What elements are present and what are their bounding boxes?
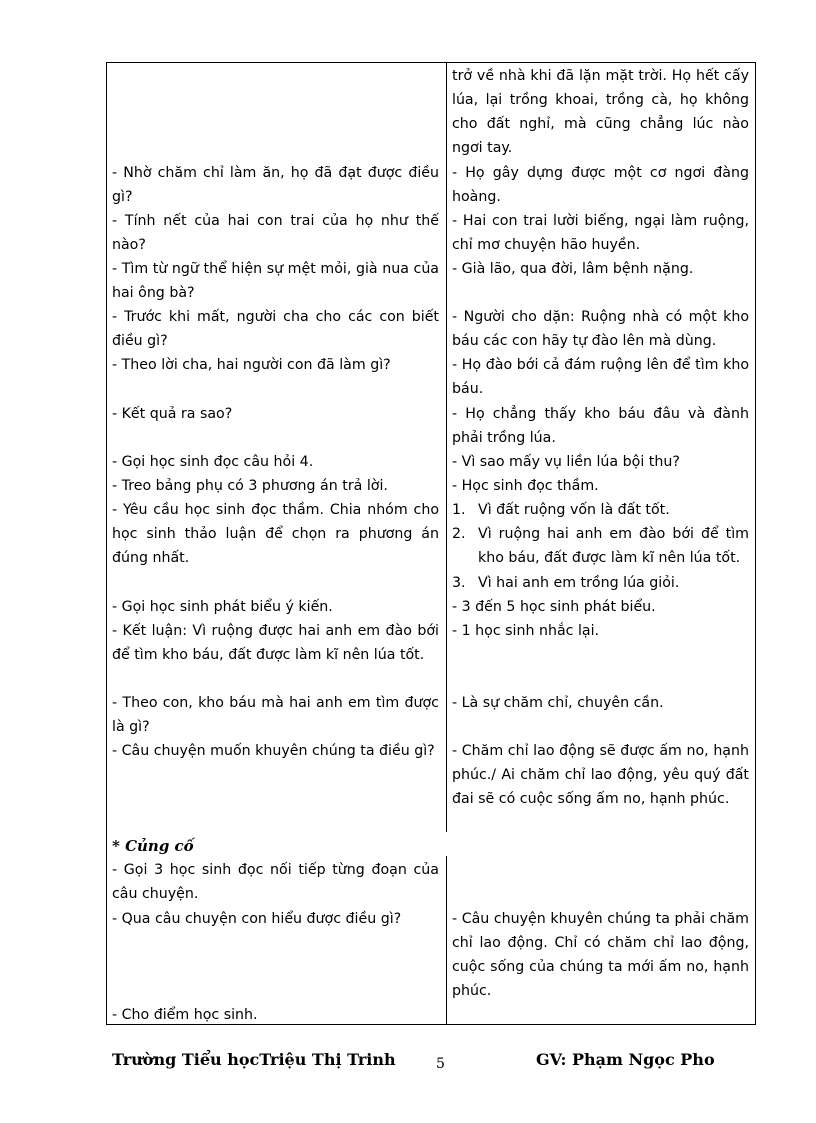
left-item: - Kết quả ra sao? — [112, 406, 233, 422]
right-item: - Là sự chăm chỉ, chuyên cần. — [452, 695, 664, 711]
answer-option — [452, 571, 749, 595]
right-item: - Người cho dặn: Ruộng nhà có một kho báu các con hãy tự đào lên mà dùng. — [452, 309, 749, 349]
right-item: - Vì sao mấy vụ liền lúa bội thu? — [452, 454, 680, 470]
right-item: - Hai con trai lười biếng, ngại làm ruộng, chỉ mơ chuyện hão huyền. — [452, 213, 749, 253]
right-item: - Chăm chỉ lao động sẽ được ấm no, hạnh phúc./ Ai chăm chỉ lao động, yêu quý đất đai sẽ có cuộc sống ấm no, hạnh phúc. — [452, 743, 749, 807]
option-text: Vì ruộng hai anh em đào bới để tìm kho báu, đất được làm kĩ nên lúa tốt. — [478, 526, 749, 566]
section-heading-cung-co: * Củng cố — [112, 837, 194, 855]
footer-school: Trường Tiểu họcTriệu Thị Trinh — [112, 1050, 396, 1069]
right-item: - 3 đến 5 học sinh phát biểu. — [452, 599, 656, 615]
column-divider — [446, 62, 447, 832]
left-item: - Cho điểm học sinh. — [112, 1007, 258, 1023]
right-item: - Họ đào bới cả đám ruộng lên để tìm kho báu. — [452, 357, 749, 397]
left-item: - Kết luận: Vì ruộng được hai anh em đào bới để tìm kho báu, đất được làm kĩ nên lúa tốt. — [112, 623, 439, 663]
option-number: 2. — [452, 526, 466, 542]
left-item: - Trước khi mất, người cha cho các con biết điều gì? — [112, 309, 439, 349]
footer-teacher: GV: Phạm Ngọc Pho — [536, 1050, 715, 1069]
left-item: - Yêu cầu học sinh đọc thầm. Chia nhóm cho học sinh thảo luận để chọn ra phương án đúng nhất. — [112, 502, 439, 566]
option-text: Vì hai anh em trồng lúa giỏi. — [478, 575, 680, 591]
option-number: 3. — [452, 575, 466, 591]
left-item: - Gọi 3 học sinh đọc nối tiếp từng đoạn của câu chuyện. — [112, 862, 439, 902]
left-item: - Nhờ chăm chỉ làm ăn, họ đã đạt được điều gì? — [112, 165, 439, 205]
left-item: - Treo bảng phụ có 3 phương án trả lời. — [112, 478, 388, 494]
answer-option — [452, 522, 749, 570]
answer-option — [452, 498, 749, 522]
right-item: - Họ chẳng thấy kho báu đâu và đành phải trồng lúa. — [452, 406, 749, 446]
right-item: - Già lão, qua đời, lâm bệnh nặng. — [452, 261, 694, 277]
right-item: - 1 học sinh nhắc lại. — [452, 623, 600, 639]
column-divider — [446, 856, 447, 1025]
right-item: - Họ gây dựng được một cơ ngơi đàng hoàng. — [452, 165, 749, 205]
right-item: - Học sinh đọc thầm. — [452, 478, 599, 494]
right-item: - Câu chuyện khuyên chúng ta phải chăm chỉ lao động. Chỉ có chăm chỉ lao động, cuộc sống của chúng ta mới ấm no, hạnh phúc. — [452, 911, 749, 999]
right-item: trở về nhà khi đã lặn mặt trời. Họ hết cấy lúa, lại trồng khoai, trồng cà, họ không cho đất nghỉ, mà cũng chẳng lúc nào ngơi tay. — [452, 68, 749, 156]
left-item: - Câu chuyện muốn khuyên chúng ta điều gì? — [112, 743, 435, 759]
left-item: - Tìm từ ngữ thể hiện sự mệt mỏi, già nua của hai ông bà? — [112, 261, 439, 301]
left-item: - Gọi học sinh đọc câu hỏi 4. — [112, 454, 314, 470]
option-text: Vì đất ruộng vốn là đất tốt. — [478, 502, 670, 518]
left-item: - Tính nết của hai con trai của họ như thế nào? — [112, 213, 439, 253]
option-number: 1. — [452, 502, 466, 518]
left-item: - Qua câu chuyện con hiểu được điều gì? — [112, 911, 402, 927]
page-number: 5 — [436, 1056, 445, 1072]
left-item: - Theo lời cha, hai người con đã làm gì? — [112, 357, 391, 373]
left-item: - Theo con, kho báu mà hai anh em tìm được là gì? — [112, 695, 439, 735]
left-item: - Gọi học sinh phát biểu ý kiến. — [112, 599, 333, 615]
